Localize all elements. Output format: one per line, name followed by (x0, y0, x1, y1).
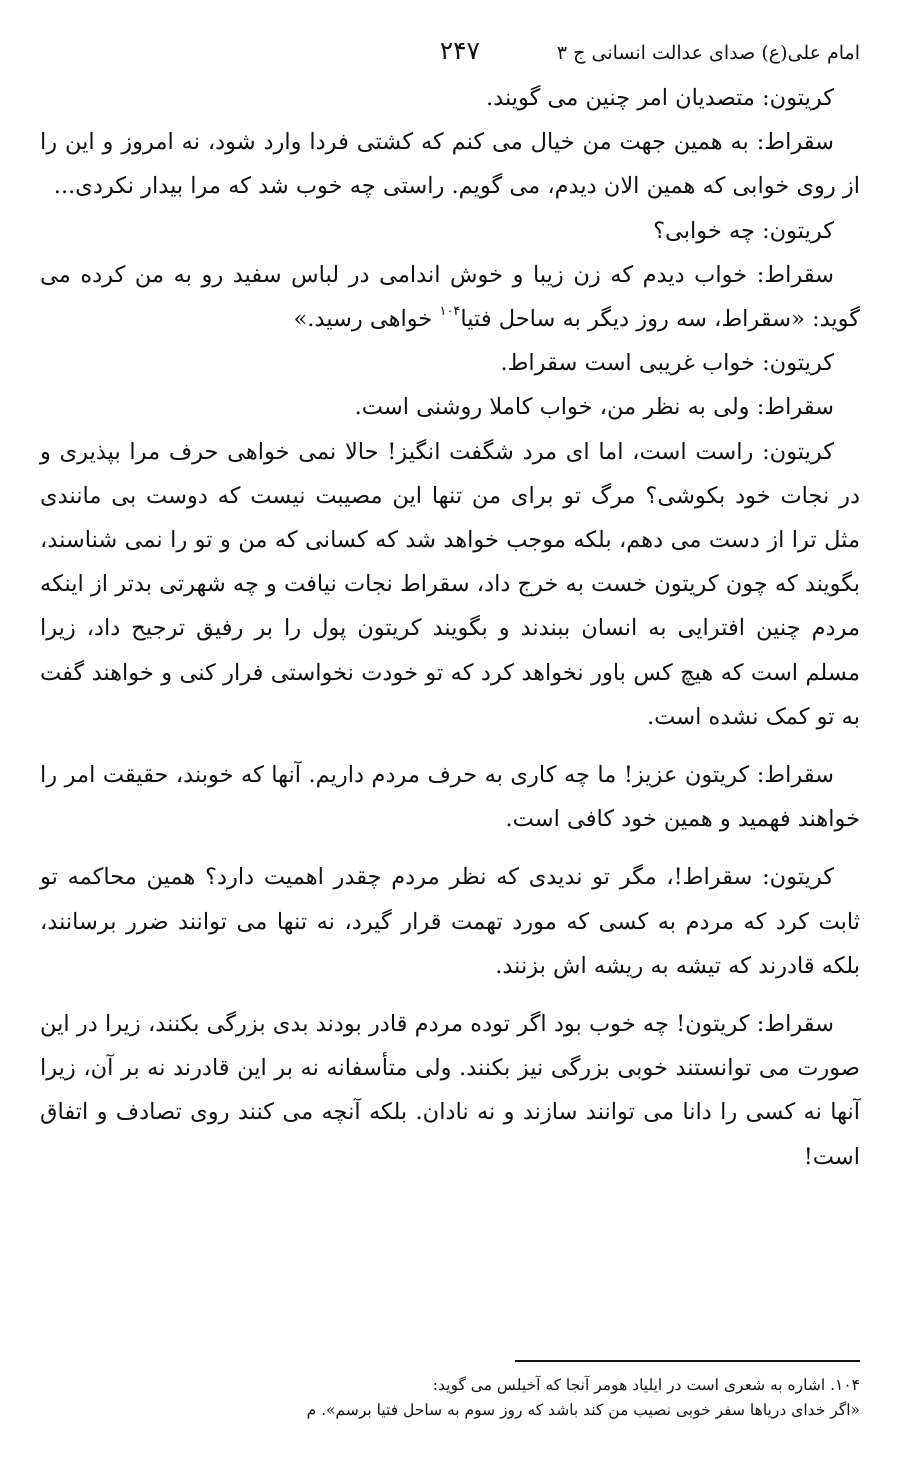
paragraph (40, 253, 860, 341)
footnote-marker: ۱۰۴ (439, 304, 461, 320)
footnotes (40, 1373, 860, 1423)
book-page (40, 36, 860, 1179)
main-text (40, 76, 860, 1179)
footnote-separator (515, 1360, 860, 1362)
paragraph: کریتون: خواب غریبی است سقراط. (500, 350, 834, 377)
page-header (40, 36, 860, 76)
footnote: ۱۰۴. اشاره به شعری است در ایلیاد هومر آنجا که آخیلس می گوید: (432, 1376, 860, 1394)
paragraph: کریتون: راست است، اما ای مرد شگفت انگیز! حالا نمی خواهی حرف مرا بپذیری و در نجات خود بکوشی؟ مرگ تو برای من تنها این مصیبت نیست که دوست بی مانندی مثل ترا از دست می دهم، بلکه موجب خواهد شد که کسانی که من و تو را نمی شناسند، بگویند که چون کریتون خست به خرج داد، سقراط نجات نیافت و چه شهرتی بدتر از اینکه مردم چنین افترایی به انسان ببندند و بگویند کریتون پول را بر رفیق ترجیح داد، زیرا مسلم است که هیچ کس باور نخواهد کرد که تو خودت نخواستی فرار کنی و خواهند گفت به تو کمک نشده است. (40, 438, 860, 730)
paragraph: سقراط: کریتون عزیز! ما چه کاری به حرف مردم داریم. آنها که خوبند، حقیقت امر را خواهند فهمید و همین خود کافی است. (40, 762, 860, 833)
paragraph: سقراط: به همین جهت من خیال می کنم که کشتی فردا وارد شود، نه امروز و این را از روی خوابی که همین الان دیدم، می گویم. راستی چه خوب شد که مرا بیدار نکردی... (40, 129, 860, 200)
running-title: امام علی(ع) صدای عدالت انسانی ج ۳ (556, 42, 860, 64)
paragraph: سقراط: کریتون! چه خوب بود اگر توده مردم قادر بودند بدی بزرگی بکنند، زیرا در این صورت می توانستند خوبی بزرگی نیز بکنند. ولی متأسفانه نه بر این قادرند نه بر آن، زیرا آنها نه کسی را دانا می توانند سازند و نه نادان. بلکه آنچه می کنند روی تصادف و اتفاق است! (40, 1011, 860, 1170)
paragraph: کریتون: چه خوابی؟ (653, 217, 834, 244)
footnote: «اگر خدای دریاها سفر خوبی نصیب من کند باشد که روز سوم به ساحل فتیا برسم». م (306, 1401, 860, 1419)
paragraph-text: خواهی رسید.» (293, 306, 440, 333)
paragraph: کریتون: متصدیان امر چنین می گویند. (486, 85, 834, 111)
paragraph-text: سقراط: خواب دیدم که زن زیبا و خوش اندامی در لباس سفید رو به من کرده می گوید: «سقراط، سه روز دیگر به ساحل فتیا (40, 261, 860, 333)
paragraph: سقراط: ولی به نظر من، خواب کاملا روشنی است. (354, 394, 834, 421)
page-number: ۲۴۷ (439, 36, 480, 65)
paragraph: کریتون: سقراط!، مگر تو ندیدی که نظر مردم چقدر اهمیت دارد؟ همین محاکمه تو ثابت کرد که مردم به کسی که مورد تهمت قرار گیرد، نه تنها می توانند ضرر برسانند، بلکه قادرند که تیشه به ریشه اش بزنند. (40, 864, 860, 979)
